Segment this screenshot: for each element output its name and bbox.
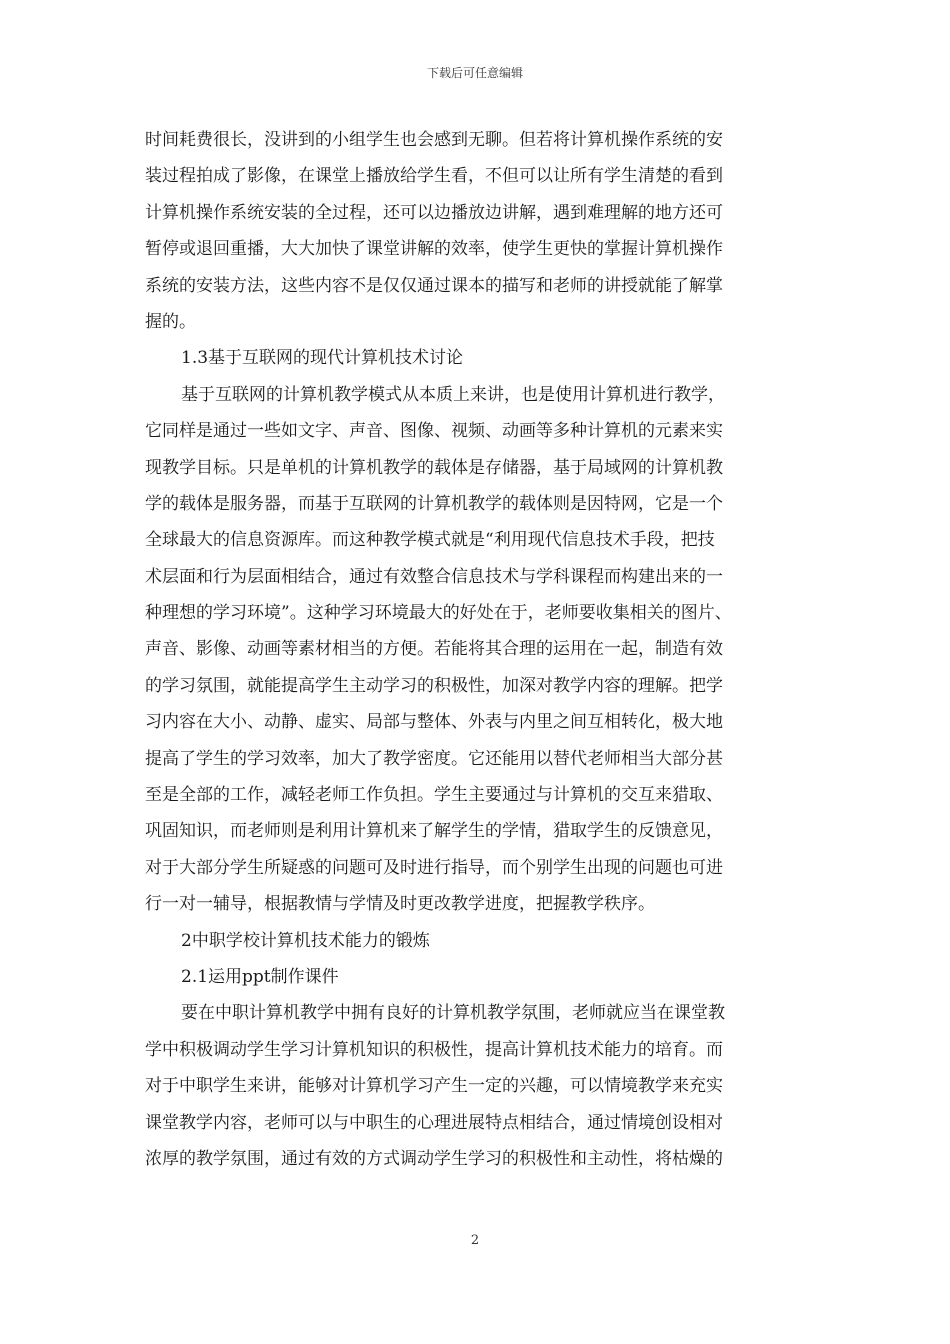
- text-line: 巩固知识，而老师则是利用计算机来了解学生的学情，猎取学生的反馈意见，: [145, 821, 723, 842]
- page-number: 2: [470, 1233, 480, 1248]
- text-line: 学中积极调动学生学习计算机知识的积极性，提高计算机技术能力的培育。而: [145, 1039, 723, 1060]
- text-line: 术层面和行为层面相结合，通过有效整合信息技术与学科课程而构建出来的一: [145, 566, 723, 587]
- text-line: 基于互联网的计算机教学模式从本质上来讲，也是使用计算机进行教学，: [181, 384, 725, 405]
- text-line: 提高了学生的学习效率，加大了教学密度。它还能用以替代老师相当大部分甚: [145, 748, 723, 769]
- text-line: 装过程拍成了影像，在课堂上播放给学生看，不但可以让所有学生清楚的看到: [145, 166, 723, 187]
- document-body: [145, 122, 810, 1177]
- text-line: 系统的安装方法，这些内容不是仅仅通过课本的描写和老师的讲授就能了解掌: [145, 275, 723, 296]
- text-line: 暂停或退回重播，大大加快了课堂讲解的效率，使学生更快的掌握计算机操作: [145, 239, 723, 260]
- text-line: 2中职学校计算机技术能力的锻炼: [181, 930, 430, 951]
- text-line: 2.1运用ppt制作课件: [181, 966, 339, 987]
- text-line: 学的载体是服务器，而基于互联网的计算机教学的载体则是因特网，它是一个: [145, 493, 723, 514]
- text-line: 种理想的学习环境”。这种学习环境最大的好处在于，老师要收集相关的图片、: [145, 603, 732, 624]
- text-line: 课堂教学内容，老师可以与中职生的心理进展特点相结合，通过情境创设相对: [145, 1112, 723, 1133]
- text-line: 全球最大的信息资源库。而这种教学模式就是“利用现代信息技术手段，把技: [145, 530, 715, 551]
- text-line: 它同样是通过一些如文字、声音、图像、视频、动画等多种计算机的元素来实: [145, 421, 723, 442]
- page-header: 下载后可任意编辑: [426, 66, 523, 80]
- text-line: 浓厚的教学氛围，通过有效的方式调动学生学习的积极性和主动性，将枯燥的: [145, 1148, 723, 1169]
- text-line: 要在中职计算机教学中拥有良好的计算机教学氛围，老师就应当在课堂教: [181, 1003, 725, 1024]
- text-line: 计算机操作系统安装的全过程，还可以边播放边讲解，遇到难理解的地方还可: [145, 202, 723, 223]
- text-line: 1.3基于互联网的现代计算机技术讨论: [181, 348, 464, 369]
- text-line: 握的。: [145, 311, 196, 332]
- text-line: 现教学目标。只是单机的计算机教学的载体是存储器，基于局域网的计算机教: [145, 457, 723, 478]
- text-line: 至是全部的工作，减轻老师工作负担。学生主要通过与计算机的交互来猎取、: [145, 785, 723, 806]
- text-line: 的学习氛围，就能提高学生主动学习的积极性，加深对教学内容的理解。把学: [145, 675, 723, 696]
- text-line: 时间耗费很长，没讲到的小组学生也会感到无聊。但若将计算机操作系统的安: [145, 130, 723, 150]
- text-line: 对于大部分学生所疑惑的问题可及时进行指导，而个别学生出现的问题也可进: [145, 857, 723, 878]
- text-line: 习内容在大小、动静、虚实、局部与整体、外表与内里之间互相转化，极大地: [145, 712, 723, 733]
- text-line: 声音、影像、动画等素材相当的方便。若能将其合理的运用在一起，制造有效: [145, 639, 723, 660]
- text-line: 行一对一辅导，根据教情与学情及时更改教学进度，把握教学秩序。: [145, 894, 655, 915]
- text-line: 对于中职学生来讲，能够对计算机学习产生一定的兴趣，可以情境教学来充实: [145, 1076, 723, 1097]
